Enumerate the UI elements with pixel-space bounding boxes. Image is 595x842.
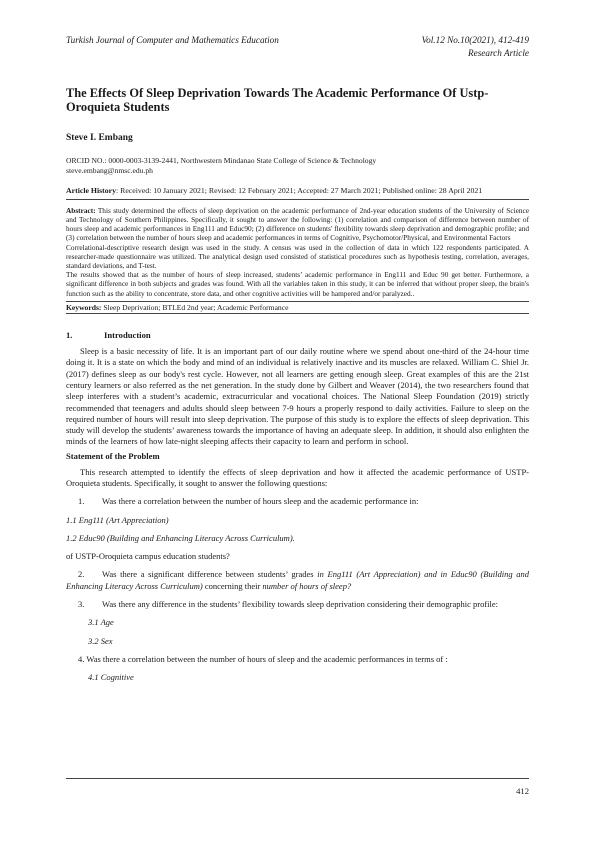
question-2-part-a: Was there a significant difference between students’ grades [102, 569, 318, 580]
author-name: Steve I. Embang [66, 133, 133, 143]
subsection-heading-problem: Statement of the Problem [66, 450, 160, 461]
divider [66, 313, 529, 314]
abstract-p1: This study determined the effects of sleep deprivation on the academic performance of 2nd-year education students of the University of Science and Technology of Southern Philippines. Specifically, it sought to answer the following: (1) correlation and comparison of difference between number of hours sleep and academic performances in Eng111 and Educ90; (2) difference on students' flexibility towards sleep deprivation and demographic profile; and (3) correlation between the number of hours sleep and academic performances in terms of Cognitive, Psychomotor/Physical, and Environmental Factors [66, 205, 529, 243]
question-2 [66, 569, 529, 592]
keywords-text: Sleep Deprivation; BTLEd 2nd year; Academic Performance [101, 302, 289, 312]
question-number: 4. [78, 653, 85, 664]
abstract-p3: The results showed that as the number of hours of sleep increased, students’ academic performance in Eng111 and Educ 90 get better. Furthermore, a significant difference in both subjects and grades was found. With all the variables taken in this study, it can be inferred that without proper sleep, the brain's function such as the ability to concentrate, store data, and other cognitive activities will be hampered and/or paralyzed.. [66, 270, 529, 298]
article-history-text: : Received: 10 January 2021; Revised: 12 February 2021; Accepted: 27 March 2021; Published online: 28 April 2021 [116, 186, 483, 196]
question-1 [66, 496, 529, 507]
question-2-part-d: number of hours of sleep? [262, 580, 352, 591]
question-number: 1. [78, 496, 85, 507]
author-affiliation: ORCID NO.: 0000-0003-3139-2441, Northwestern Mindanao State College of Science & Technology [66, 156, 377, 165]
question-3-2: 3.2 Sex [88, 635, 113, 646]
page-content [66, 86, 529, 684]
paper-title: The Effects Of Sleep Deprivation Towards The Academic Performance Of Ustp-Oroquieta Students [66, 86, 489, 114]
abstract [66, 206, 529, 298]
question-2-part-b: in Eng111 (Art Appreciation) and in Educ90 (Building and Enhancing Literacy Across Curriculum) [66, 569, 529, 591]
page-number: 412 [516, 786, 529, 796]
author-email[interactable]: steve.embang@nmsc.edu.ph [66, 165, 153, 175]
footer-divider [66, 778, 529, 779]
divider [66, 301, 529, 302]
question-text: Was there a correlation between the number of hours of sleep and the academic performances in terms of : [84, 653, 448, 664]
question-3 [66, 599, 529, 610]
question-3-1: 3.1 Age [88, 617, 114, 628]
intro-paragraph: Sleep is a basic necessity of life. It is an important part of our daily routine where we spend about one-third of the 24-hour time doing it. It is a state on which the body and mind of an individual is relatively inactive and its muscles are relaxed. William C. Shiel Jr. (2017) defines sleep as our body's rest cycle. However, not all learners are getting enough sleep. Great examples of this are the 21st century learners or also referred as the net generation. In the study done by Gilbert and Weaver (2014), the two researchers found that sleep interferes with a student’s academic, extracurricular and vocational choices. The National Sleep Foundation (2019) strictly recommended that teenagers and adults should sleep between 7-9 hours a properly respond to daily activities. Failure to sleep on the required number of hours will result into sleep deprivation. The purpose of this study is to explore the effects of sleep deprivation. This study will develop the students’ awareness towards the importance of having an adequate sleep. In addition, it should also enlighten the minds of the learners of how late-night sleeping affects their capacity to learn and perform in school. [66, 346, 529, 447]
question-1-tail: of USTP-Oroquieta campus education students? [66, 551, 230, 562]
question-text: Was there any difference in the students’ flexibility towards sleep deprivation considering their demographic profile: [102, 599, 499, 610]
running-header-journal: Turkish Journal of Computer and Mathematics Education [66, 35, 279, 45]
keywords-label: Keywords: [66, 302, 102, 312]
section-number: 1. [66, 330, 73, 341]
question-1-2: 1.2 Educ90 (Building and Enhancing Literacy Across Curriculum). [66, 532, 295, 543]
abstract-label: Abstract: [66, 205, 96, 215]
running-header-volume: Vol.12 No.10(2021), 412-419 [421, 35, 529, 45]
question-text: Was there a correlation between the number of hours sleep and the academic performance in: [102, 496, 419, 507]
keywords [66, 303, 529, 312]
question-4 [66, 654, 529, 665]
running-header-article-type: Research Article [468, 48, 529, 58]
section-heading-introduction [66, 330, 529, 340]
question-2-part-c: concerning their [202, 580, 263, 591]
section-title: Introduction [104, 330, 151, 341]
question-4-1: 4.1 Cognitive [88, 672, 134, 683]
question-number: 3. [78, 599, 85, 610]
question-1-1: 1.1 Eng111 (Art Appreciation) [66, 514, 169, 525]
abstract-p2: Correlational-descriptive research design was used in the study. A census was used in the collection of data in which 122 respondents participated. A researcher-made questionnaire was utilized. The analytical design used consisted of statistical procedures such as hypothesis testing, correlation, averages, standard deviations, and T-test. [66, 242, 529, 270]
article-history [66, 186, 529, 196]
divider [66, 199, 529, 200]
problem-intro: This research attempted to identify the effects of sleep deprivation and how it affected the academic performance of USTP-Oroquieta students. Specifically, it sought to answer the following questions: [66, 466, 529, 488]
article-history-label: Article History [66, 186, 117, 196]
question-number: 2. [78, 569, 85, 580]
